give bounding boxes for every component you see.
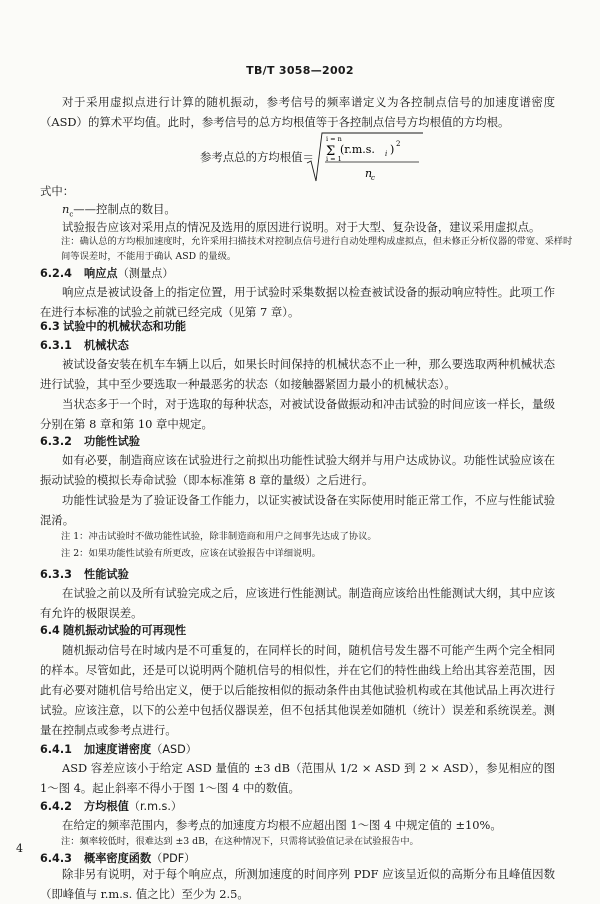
- section-6-3-2-note-2: 注 2：如果功能性试验有所更改，应该在试验报告中详细说明。: [61, 548, 321, 559]
- where-definition: $n_c——$控制点的数目。: [62, 202, 176, 219]
- rms-formula: [200, 131, 400, 187]
- denominator: n: [365, 167, 373, 180]
- section-6-4-2-note: 注：频率较低时，很难达到 ±3 dB，在这种情况下，只需将试验值记录在试验报告中。: [61, 836, 419, 847]
- formula-label: 参考点总的方均根值＝: [200, 150, 314, 164]
- heading-6-3-3: 6.3.3 性能试验: [40, 568, 129, 581]
- where-label: 式中：: [40, 184, 75, 198]
- section-6-3-2-para-1: 如有必要，制造商应该在试验进行之前拟出功能性试验大纲并与用户达成协议。功能性试验应该在振动试验的模拟长寿命试验（即本标准第 8 章的量级）之后进行。: [40, 453, 555, 487]
- index-subscript: i: [385, 150, 388, 158]
- formula-expression: [305, 131, 425, 187]
- section-6-2-4-text: 响应点是被试设备上的指定位置，用于试验时采集数据以检查被试设备的振动响应特性。此项工作在进行本标准的试验之前就已经完成（见第 7 章）。: [40, 285, 555, 319]
- heading-6-4: 6.4 随机振动试验的可再现性: [40, 624, 187, 637]
- virtual-point-report: 试验报告应该对采用点的情况及选用的原因进行说明。对于大型、复杂设备，建议采用虚拟点。: [62, 220, 541, 234]
- heading-6-4-3: 6.4.3 概率密度函数（PDF）: [40, 852, 196, 865]
- sum-lower-limit: i = 1: [326, 155, 342, 163]
- virtual-point-note: 注：确认总的方均根加速度时，允许采用扫描技术对控制点信号进行自动处理构成虚拟点，但未修正分析仪器的带宽、采样时间等误差时，不能用于确认 ASD 的量级。: [61, 236, 573, 262]
- square-superscript: 2: [396, 140, 401, 148]
- section-6-4-2-para-1: 在给定的频率范围内，参考点的加速度方均根不应超出图 1～图 4 中规定值的 ±10%。: [62, 818, 502, 832]
- heading-6-3-1: 6.3.1 机械状态: [40, 339, 129, 352]
- heading-6-2-4: 6.2.4 响应点（测量点）: [40, 267, 174, 280]
- standard-code-header: TB/T 3058—2002: [246, 64, 354, 77]
- sum-symbol: Σ: [326, 144, 336, 159]
- section-6-3-2-para-2: 功能性试验是为了验证设备工作能力，以证实被试设备在实际使用时能正常工作，不应与性能试验混淆。: [40, 493, 555, 527]
- denominator-subscript: c: [371, 174, 375, 182]
- section-6-4-3-para-1: 除非另有说明，对于每个响应点，所测加速度的时间序列 PDF 应该呈近似的高斯分布且峰值因数（即峰值与 r.m.s. 值之比）至少为 2.5。: [40, 867, 555, 901]
- page-number: 4: [16, 842, 23, 855]
- section-6-3-2-note-1: 注 1：冲击试验时不做功能性试验，除非制造商和用户之间事先达成了协议。: [61, 531, 377, 542]
- section-6-3-1-para-2: 当状态多于一个时，对于选取的每种状态，对被试设备做振动和冲击试验的时间应该一样长，量级分别在第 8 章和第 10 章中规定。: [40, 397, 555, 431]
- section-6-4-1-para-1: ASD 容差应该小于给定 ASD 量值的 ±3 dB（范围从 1/2 × ASD 到 2 × ASD），参见相应的图 1～图 4。起止斜率不得小于图 1～图 4 中的数值。: [40, 761, 555, 795]
- section-6-4-para-1: 随机振动信号在时域内是不可重复的，在同样长的时间，随机信号发生器不可能产生两个完全相同的样本。尽管如此，还是可以说明两个随机信号的相似性，并在它们的特性曲线上给出其容差范围，因此有必要对随机信号给出定义，便于以后能按相似的振动条件由其他试验机构或在其他试品上再次进行试验。应该注意，以下的公差中包括仪器误差，但不包括其他误差如随机（统计）误差和系统误差。测量在控制点或参考点进行。: [40, 643, 555, 737]
- heading-6-3: 6.3 试验中的机械状态和功能: [40, 320, 187, 333]
- rms-term: (r.m.s.: [340, 143, 375, 156]
- heading-6-4-2: 6.4.2 方均根值（r.m.s.）: [40, 800, 183, 813]
- sum-upper-limit: i = n: [326, 135, 342, 143]
- intro-paragraph: 对于采用虚拟点进行计算的随机振动，参考信号的频率谱定义为各控制点信号的加速度谱密度（ASD）的算术平均值。此时，参考信号的总方均根值等于各控制点信号方均根值的方均根。: [40, 95, 555, 129]
- close-paren: ): [390, 143, 395, 156]
- section-6-3-3-para-1: 在试验之前以及所有试验完成之后，应该进行性能测试。制造商应该给出性能测试大纲，其中应该有允许的极限误差。: [40, 586, 555, 620]
- section-6-3-1-para-1: 被试设备安装在机车车辆上以后，如果长时间保持的机械状态不止一种，那么要选取两种机械状态进行试验，其中至少要选取一种最恶劣的状态（如接触器紧固力最小的机械状态）。: [40, 357, 555, 391]
- heading-6-3-2: 6.3.2 功能性试验: [40, 435, 140, 448]
- heading-6-4-1: 6.4.1 加速度谱密度（ASD）: [40, 743, 197, 756]
